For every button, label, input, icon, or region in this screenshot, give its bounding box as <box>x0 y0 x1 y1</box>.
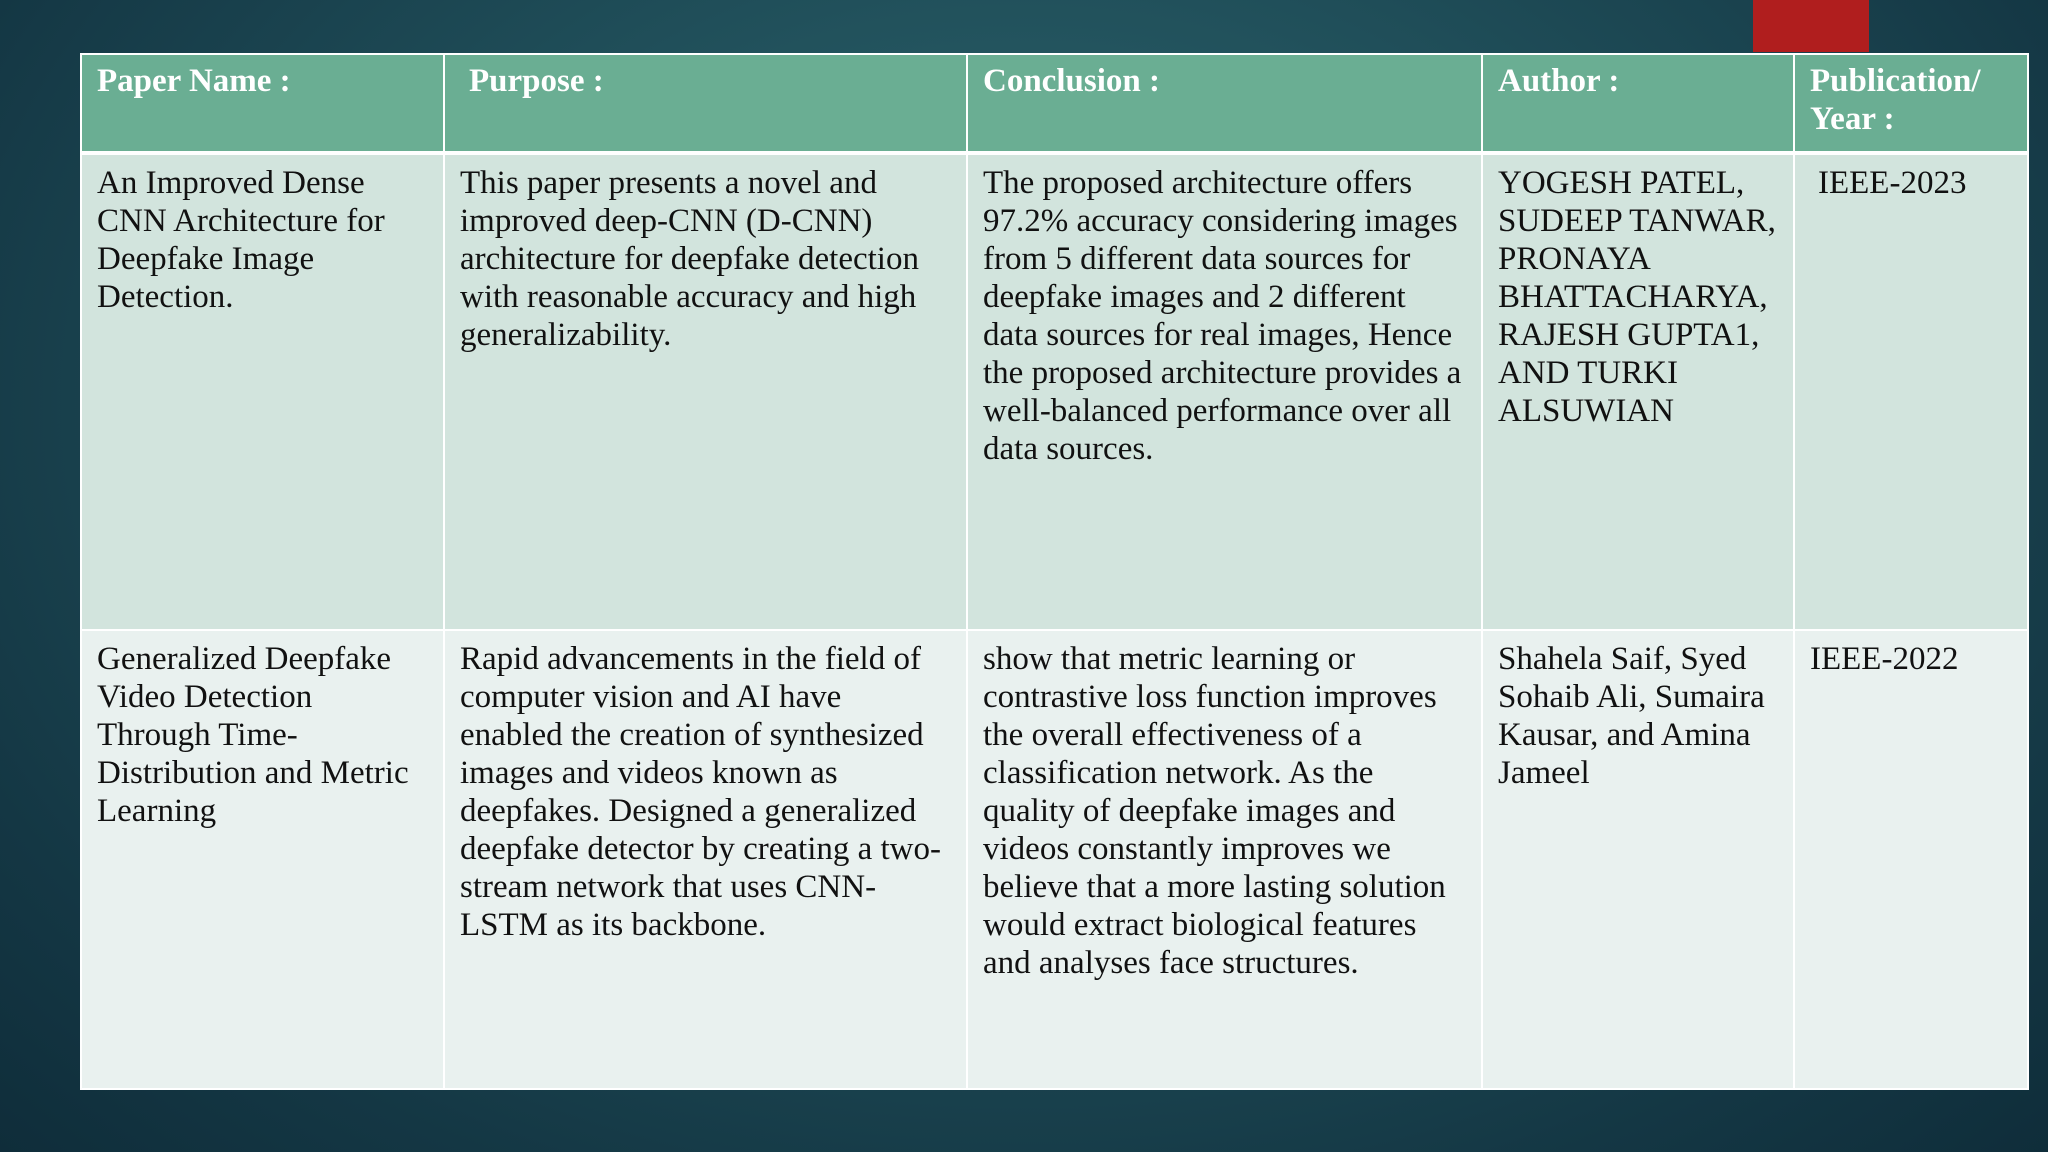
cell-purpose: This paper presents a novel and improved deep-CNN (D-CNN) architecture for deepfake detection with reasonable accuracy and high generalizability. <box>444 153 967 630</box>
cell-paper-name: Generalized Deepfake Video Detection Through Time-Distribution and Metric Learning <box>81 630 444 1089</box>
cell-paper-name: An Improved Dense CNN Architecture for Deepfake Image Detection. <box>81 153 444 630</box>
header-conclusion: Conclusion : <box>967 54 1482 153</box>
red-accent-bar <box>1753 0 1869 52</box>
cell-publication-year: IEEE-2022 <box>1794 630 2028 1089</box>
table-row <box>81 630 2028 1089</box>
cell-conclusion: show that metric learning or contrastive loss function improves the overall effectiveness of a classification network. As the quality of deepfake images and videos constantly improves we believe that a more lasting solution would extract biological features and analyses face structures. <box>967 630 1482 1089</box>
header-author: Author : <box>1482 54 1794 153</box>
cell-purpose: Rapid advancements in the field of computer vision and AI have enabled the creation of synthesized images and videos known as deepfakes. Designed a generalized deepfake detector by creating a two-stream network that uses CNN-LSTM as its backbone. <box>444 630 967 1089</box>
cell-publication-year: IEEE-2023 <box>1794 153 2028 630</box>
cell-author: Shahela Saif, Syed Sohaib Ali, Sumaira Kausar, and Amina Jameel <box>1482 630 1794 1089</box>
header-paper-name: Paper Name : <box>81 54 444 153</box>
cell-conclusion: The proposed architecture offers 97.2% accuracy considering images from 5 different data sources for deepfake images and 2 different data sources for real images, Hence the proposed architecture provides a well-balanced performance over all data sources. <box>967 153 1482 630</box>
header-purpose: Purpose : <box>444 54 967 153</box>
table-row <box>81 153 2028 630</box>
header-publication-year: Publication/ Year : <box>1794 54 2028 153</box>
table-header-row <box>81 54 2028 153</box>
cell-author: YOGESH PATEL, SUDEEP TANWAR, PRONAYA BHATTACHARYA, RAJESH GUPTA1, AND TURKI ALSUWIAN <box>1482 153 1794 630</box>
literature-survey-table <box>80 53 2029 1090</box>
